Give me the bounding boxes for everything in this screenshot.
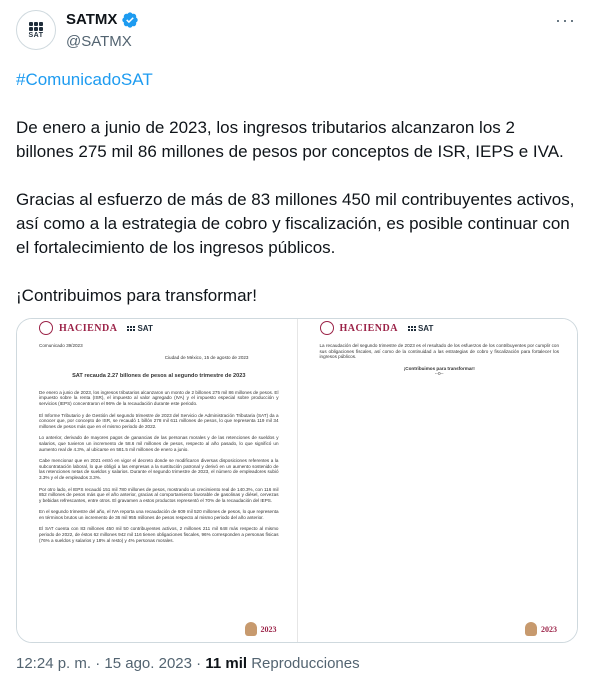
meta-separator: · [196, 655, 202, 672]
sat-mark [127, 324, 152, 333]
avatar-text: SAT [28, 31, 44, 39]
document-page-1[interactable] [17, 319, 297, 642]
document-paragraph: Cabe mencionar que en 2021 entró en vigor el decreto donde se modificaron diversas disposiciones referentes a la subcontratación laboral, lo que obligó a las empresas a la sustitución patronal y derivó en un aumento sostenido de las retenciones netas de sueldos y salarios. Durante el segundo trimestre de 2023, el número de empleadores subió 3.3% y el de empleados 3.3%. [39, 458, 279, 480]
tweet-text [16, 68, 576, 332]
document-paragraph: La recaudación del segundo trimestre de 2023 es el resultado de los esfuerzos de los contribuyentes por cumplir con sus obligaciones fiscales, así como de la continuidad a las estrategias de cobro y fiscalización para fortalecer los ingresos públicos. [319, 343, 559, 360]
document-paragraph: De enero a junio de 2023, los ingresos tributarios alcanzaron un monto de 2 billones 275 mil 86 millones de pesos. El impuesto sobre la renta (ISR), el impuesto al valor agregado (IVA) y el impuesto especial sobre producción y servicios (IEPS) concentraron el 96% de la recaudación durante este periodo. [39, 389, 279, 406]
footer-year: 2023 [260, 624, 277, 634]
document-paragraph: El Informe Tributario y de Gestión del segundo trimestre de 2023 del Servicio de Administración Tributaria (SAT) da a conocer que, por concepto de ISR, se recaudó 1 billón 278 mil 611 millones de pesos, lo que representa 119 mil 34 millones de pesos más que en el mismo periodo de 2022. [39, 412, 279, 429]
footer-logo [525, 622, 557, 636]
hacienda-logo: HACIENDA [339, 322, 398, 334]
tweet-paragraph: De enero a junio de 2023, los ingresos tributarios alcanzaron los 2 billones 275 mil 86 millones de pesos por conceptos de ISR, IEPS e IVA. [16, 118, 564, 161]
avatar[interactable] [16, 10, 56, 50]
portrait-icon [245, 622, 257, 636]
display-name[interactable]: SATMX [66, 11, 118, 28]
author-names [66, 10, 139, 52]
sat-mark [408, 324, 433, 333]
tweet-paragraph: Gracias al esfuerzo de más de 83 millones 450 mil contribuyentes activos, así como a la estrategia de cobro y fiscalización, es posible continuar con el fortalecimiento de los ingresos públicos. [16, 190, 575, 257]
sat-grid-icon [127, 326, 135, 331]
document-date: Ciudad de México, 15 de agosto de 2023 [164, 354, 249, 360]
document-paragraph: Lo anterior, derivado de mayores pagos de ganancias de las personas morales y de las retenciones de sueldos y salarios, que tuvieron un incremento de 58.6 mil millones de pesos, respecto al año pasado, lo que significó un aumento real de 4.3%, al ubicarse en 581.5 mil millones de enero a junio. [39, 435, 279, 452]
portrait-icon [525, 622, 537, 636]
hacienda-seal-icon [320, 321, 334, 335]
more-options-icon[interactable]: ··· [555, 10, 576, 30]
letterhead [320, 321, 434, 335]
hashtag-link[interactable]: #ComunicadoSAT [16, 70, 153, 89]
sat-mark-text: SAT [137, 323, 153, 333]
document-closing: ¡Contribuimos para transformar! [403, 365, 475, 371]
footer-logo [245, 622, 277, 636]
document-body [39, 343, 279, 549]
tweet-date[interactable]: 15 ago. 2023 [104, 655, 192, 672]
document-body [320, 343, 560, 377]
meta-separator: · [95, 655, 101, 672]
sat-grid-icon [408, 326, 416, 331]
document-paragraph: Por otro lado, el IEPS recaudó 151 mil 780 millones de pesos, mostrando un crecimiento real de 140.3%, con 116 mil 852 millones de pesos más que el año anterior, gracias al comportamiento favorable de gasolinas y diésel, cervezas y bebidas refrescantes, entre otros. El gravamen a estos productos representó el 70% de la recaudación del IEPS. [39, 486, 279, 503]
tweet-media[interactable] [16, 318, 578, 643]
document-number: Comunicado 39/2023 [39, 343, 83, 348]
name-row [66, 10, 139, 30]
footer-year: 2023 [541, 624, 557, 634]
document-paragraph: El SAT cuenta con 83 millones 450 mil 50 contribuyentes activos, 2 millones 211 mil 648 más respecto al mismo periodo de 2022, de éstos 62 millones 942 mil 116 tienen obligaciones fiscales, 96% corresponden a personas físicas (76% a sueldos y salarios y 18% al resto) y 4% personas morales. [39, 526, 279, 543]
hacienda-logo: HACIENDA [59, 322, 118, 334]
sat-mark-text: SAT [417, 323, 434, 333]
document-end-mark: --0-- [434, 371, 444, 377]
tweet-paragraph: ¡Contribuimos para transformar! [16, 286, 257, 305]
tweet-meta [16, 654, 360, 674]
letterhead [39, 321, 153, 335]
handle[interactable]: @SATMX [66, 33, 132, 50]
document-title: SAT recauda 2.27 billones de pesos al segundo trimestre de 2023 [72, 373, 246, 380]
hacienda-seal-icon [39, 321, 53, 335]
tweet-time[interactable]: 12:24 p. m. [16, 655, 92, 672]
document-paragraph: En el segundo trimestre del año, el IVA reporta una recaudación de 609 mil 520 millones de pesos, lo que representa en términos brutos un incremento de 36 mil 955 millones de pesos respecto al mismo periodo del año anterior. [39, 509, 279, 520]
verified-badge-icon [121, 11, 139, 29]
views-label: Reproducciones [251, 655, 360, 672]
document-page-2[interactable] [297, 319, 578, 642]
tweet-header [16, 10, 576, 54]
sat-logo-icon [29, 22, 43, 31]
views-count[interactable]: 11 mil [205, 655, 248, 672]
